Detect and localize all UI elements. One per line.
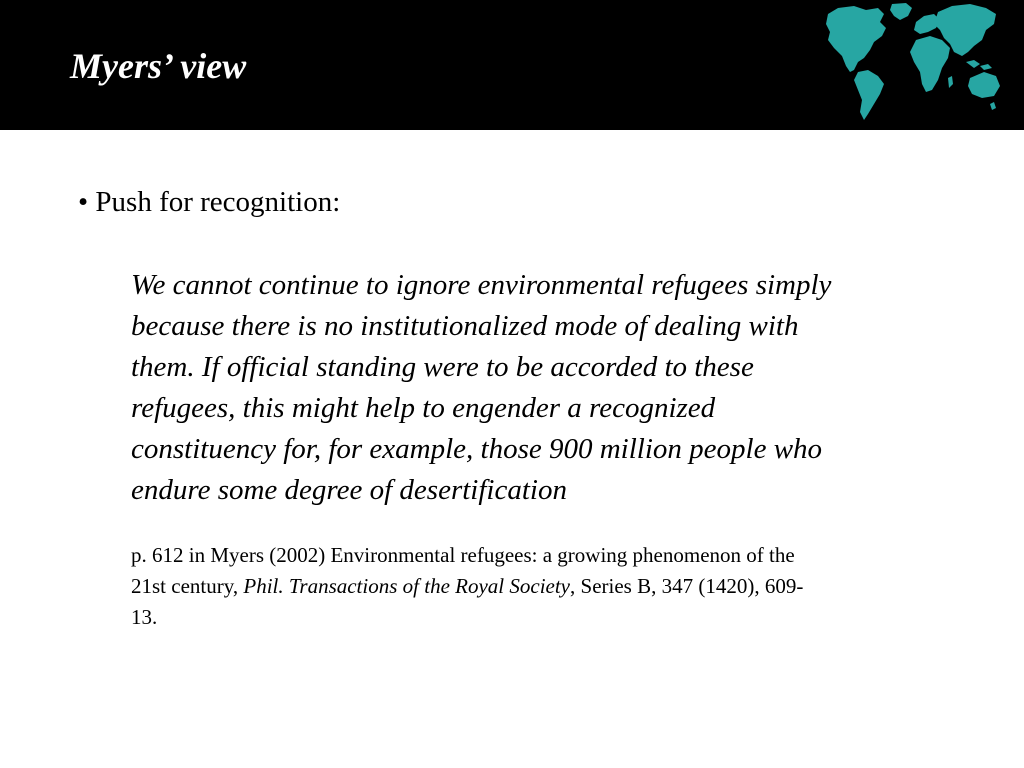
citation-line (131, 571, 981, 602)
quote-block (131, 265, 981, 511)
bullet-point: • Push for recognition: (78, 186, 341, 218)
quote-line: constituency for, for example, those 900 million people who (131, 433, 823, 465)
journal-title: Phil. Transactions of the Royal Society (243, 574, 571, 598)
citation-line: p. 612 in Myers (2002) Environmental refugees: a growing phenomenon of the (131, 543, 795, 567)
citation-prefix: 21st century, (131, 574, 244, 598)
world-map-icon (820, 0, 1000, 122)
quote-line: endure some degree of desertification (131, 474, 567, 506)
quote-line: refugees, this might help to engender a recognized (131, 392, 716, 424)
quote-line: because there is no institutionalized mode of dealing with (131, 310, 799, 342)
citation (131, 540, 981, 633)
citation-suffix: , Series B, 347 (1420), 609- (570, 574, 804, 598)
slide-title: Myers’ view (70, 46, 247, 86)
citation-line: 13. (131, 605, 158, 629)
title-bar (0, 0, 1024, 130)
quote-line: them. If official standing were to be accorded to these (131, 351, 754, 383)
quote-line: We cannot continue to ignore environmental refugees simply (131, 269, 832, 301)
